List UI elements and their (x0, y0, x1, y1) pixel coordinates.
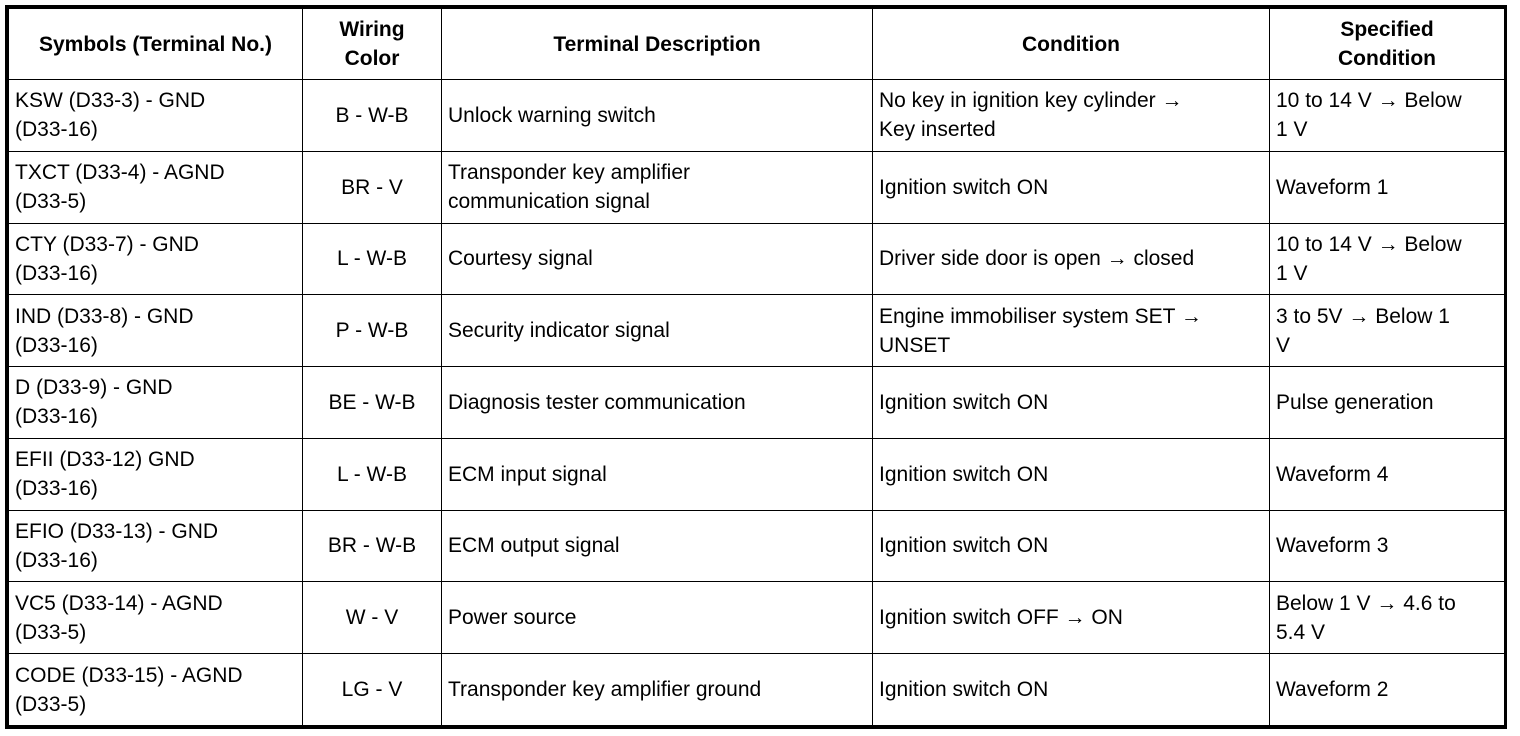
description-cell-line: Power source (448, 606, 577, 630)
specified-condition-cell-line: 5.4 V (1276, 620, 1326, 644)
specified-condition-cell-line: Waveform 3 (1276, 534, 1389, 558)
wiring-color-cell: L - W-B (303, 223, 442, 295)
symbol-cell-line: (D33-16) (15, 548, 98, 572)
table-row (9, 223, 1505, 295)
specified-condition-cell-line: 10 to 14 V → Below (1276, 232, 1462, 256)
description-cell (442, 295, 873, 367)
condition-cell (873, 223, 1270, 295)
wiring-color-cell: BR - W-B (303, 510, 442, 582)
condition-cell-line: Ignition switch ON (879, 534, 1049, 558)
condition-cell (873, 367, 1270, 439)
specified-condition-cell-line: 10 to 14 V → Below (1276, 89, 1462, 113)
header-wiring-color-line-1: Wiring (339, 18, 405, 41)
header-specified-condition-line-2: Condition (1338, 47, 1436, 70)
condition-cell-line: UNSET (879, 333, 951, 357)
description-cell (442, 438, 873, 510)
wiring-color-cell: P - W-B (303, 295, 442, 367)
header-symbols-line: Symbols (Terminal No.) (39, 32, 272, 56)
symbol-cell-line: D (D33-9) - GND (15, 376, 173, 400)
specified-condition-cell (1270, 438, 1505, 510)
wiring-color-cell: LG - V (303, 654, 442, 726)
condition-cell-line: Driver side door is open → closed (879, 247, 1195, 271)
symbol-cell (9, 367, 303, 439)
symbol-cell-line: IND (D33-8) - GND (15, 304, 194, 328)
description-cell-line: ECM input signal (448, 462, 607, 486)
table-row (9, 367, 1505, 439)
terminal-table-frame (5, 5, 1507, 729)
specified-condition-cell (1270, 367, 1505, 439)
description-cell-line: Transponder key amplifier ground (448, 678, 762, 702)
symbol-cell-line: KSW (D33-3) - GND (15, 89, 206, 113)
condition-cell-line: Ignition switch OFF → ON (879, 606, 1123, 630)
wiring-color-cell: B - W-B (303, 80, 442, 152)
symbol-cell (9, 223, 303, 295)
description-cell-line: Transponder key amplifier (448, 161, 690, 185)
condition-cell-line: Ignition switch ON (879, 462, 1049, 486)
header-wiring-color (303, 9, 442, 80)
table-header-row (9, 9, 1505, 80)
description-cell (442, 80, 873, 152)
header-terminal-description (442, 9, 873, 80)
symbol-cell (9, 510, 303, 582)
specified-condition-cell-line: 3 to 5V → Below 1 (1276, 304, 1450, 328)
condition-cell (873, 80, 1270, 152)
description-cell-line: Diagnosis tester communication (448, 390, 746, 414)
specified-condition-cell-line: Waveform 4 (1276, 462, 1389, 486)
description-cell (442, 367, 873, 439)
header-condition (873, 9, 1270, 80)
symbol-cell-line: EFIO (D33-13) - GND (15, 519, 219, 543)
table-row (9, 295, 1505, 367)
specified-condition-cell (1270, 510, 1505, 582)
condition-cell-line: No key in ignition key cylinder → (879, 89, 1183, 113)
condition-cell (873, 582, 1270, 654)
condition-cell (873, 510, 1270, 582)
header-terminal-description-line: Terminal Description (553, 32, 761, 56)
description-cell (442, 582, 873, 654)
header-condition-line: Condition (1022, 32, 1120, 56)
specified-condition-cell-line: 1 V (1276, 118, 1308, 142)
description-cell-line: communication signal (448, 190, 650, 214)
symbol-cell (9, 151, 303, 223)
table-row (9, 151, 1505, 223)
terminal-table (8, 8, 1505, 726)
condition-cell-line: Ignition switch ON (879, 678, 1049, 702)
description-cell-line: Courtesy signal (448, 247, 593, 271)
table-row (9, 582, 1505, 654)
symbol-cell (9, 654, 303, 726)
specified-condition-cell-line: Below 1 V → 4.6 to (1276, 591, 1456, 615)
header-symbols (9, 9, 303, 80)
specified-condition-cell (1270, 582, 1505, 654)
condition-cell (873, 654, 1270, 726)
symbol-cell (9, 582, 303, 654)
symbol-cell (9, 80, 303, 152)
description-cell-line: ECM output signal (448, 534, 620, 558)
symbol-cell-line: (D33-16) (15, 477, 98, 501)
specified-condition-cell (1270, 295, 1505, 367)
header-specified-condition-line-1: Specified (1340, 18, 1434, 41)
condition-cell (873, 295, 1270, 367)
condition-cell-line: Key inserted (879, 118, 996, 142)
description-cell-line: Security indicator signal (448, 319, 670, 343)
table-row (9, 654, 1505, 726)
wiring-color-cell: W - V (303, 582, 442, 654)
table-row (9, 80, 1505, 152)
condition-cell (873, 151, 1270, 223)
header-specified-condition (1270, 9, 1505, 80)
symbol-cell-line: (D33-16) (15, 405, 98, 429)
symbol-cell-line: TXCT (D33-4) - AGND (15, 161, 225, 185)
wiring-color-cell: BE - W-B (303, 367, 442, 439)
condition-cell-line: Ignition switch ON (879, 175, 1049, 199)
symbol-cell-line: (D33-16) (15, 333, 98, 357)
table-row (9, 438, 1505, 510)
description-cell (442, 510, 873, 582)
description-cell (442, 151, 873, 223)
specified-condition-cell (1270, 654, 1505, 726)
table-body (9, 80, 1505, 726)
symbol-cell-line: CTY (D33-7) - GND (15, 232, 199, 256)
specified-condition-cell-line: Waveform 1 (1276, 175, 1389, 199)
specified-condition-cell (1270, 223, 1505, 295)
condition-cell-line: Engine immobiliser system SET → (879, 304, 1202, 328)
specified-condition-cell-line: V (1276, 333, 1291, 357)
specified-condition-cell-line: Waveform 2 (1276, 678, 1389, 702)
symbol-cell (9, 438, 303, 510)
specified-condition-cell-line: Pulse generation (1276, 390, 1434, 414)
symbol-cell (9, 295, 303, 367)
description-cell (442, 223, 873, 295)
wiring-color-cell: L - W-B (303, 438, 442, 510)
specified-condition-cell (1270, 151, 1505, 223)
symbol-cell-line: (D33-16) (15, 118, 98, 142)
symbol-cell-line: (D33-5) (15, 692, 87, 716)
symbol-cell-line: (D33-5) (15, 190, 87, 214)
description-cell-line: Unlock warning switch (448, 103, 656, 127)
specified-condition-cell-line: 1 V (1276, 261, 1308, 285)
symbol-cell-line: EFII (D33-12) GND (15, 448, 195, 472)
specified-condition-cell (1270, 80, 1505, 152)
symbol-cell-line: (D33-16) (15, 261, 98, 285)
wiring-color-cell: BR - V (303, 151, 442, 223)
symbol-cell-line: VC5 (D33-14) - AGND (15, 591, 223, 615)
table-row (9, 510, 1505, 582)
condition-cell-line: Ignition switch ON (879, 390, 1049, 414)
condition-cell (873, 438, 1270, 510)
symbol-cell-line: (D33-5) (15, 620, 87, 644)
header-wiring-color-line-2: Color (344, 47, 400, 70)
symbol-cell-line: CODE (D33-15) - AGND (15, 663, 243, 687)
description-cell (442, 654, 873, 726)
